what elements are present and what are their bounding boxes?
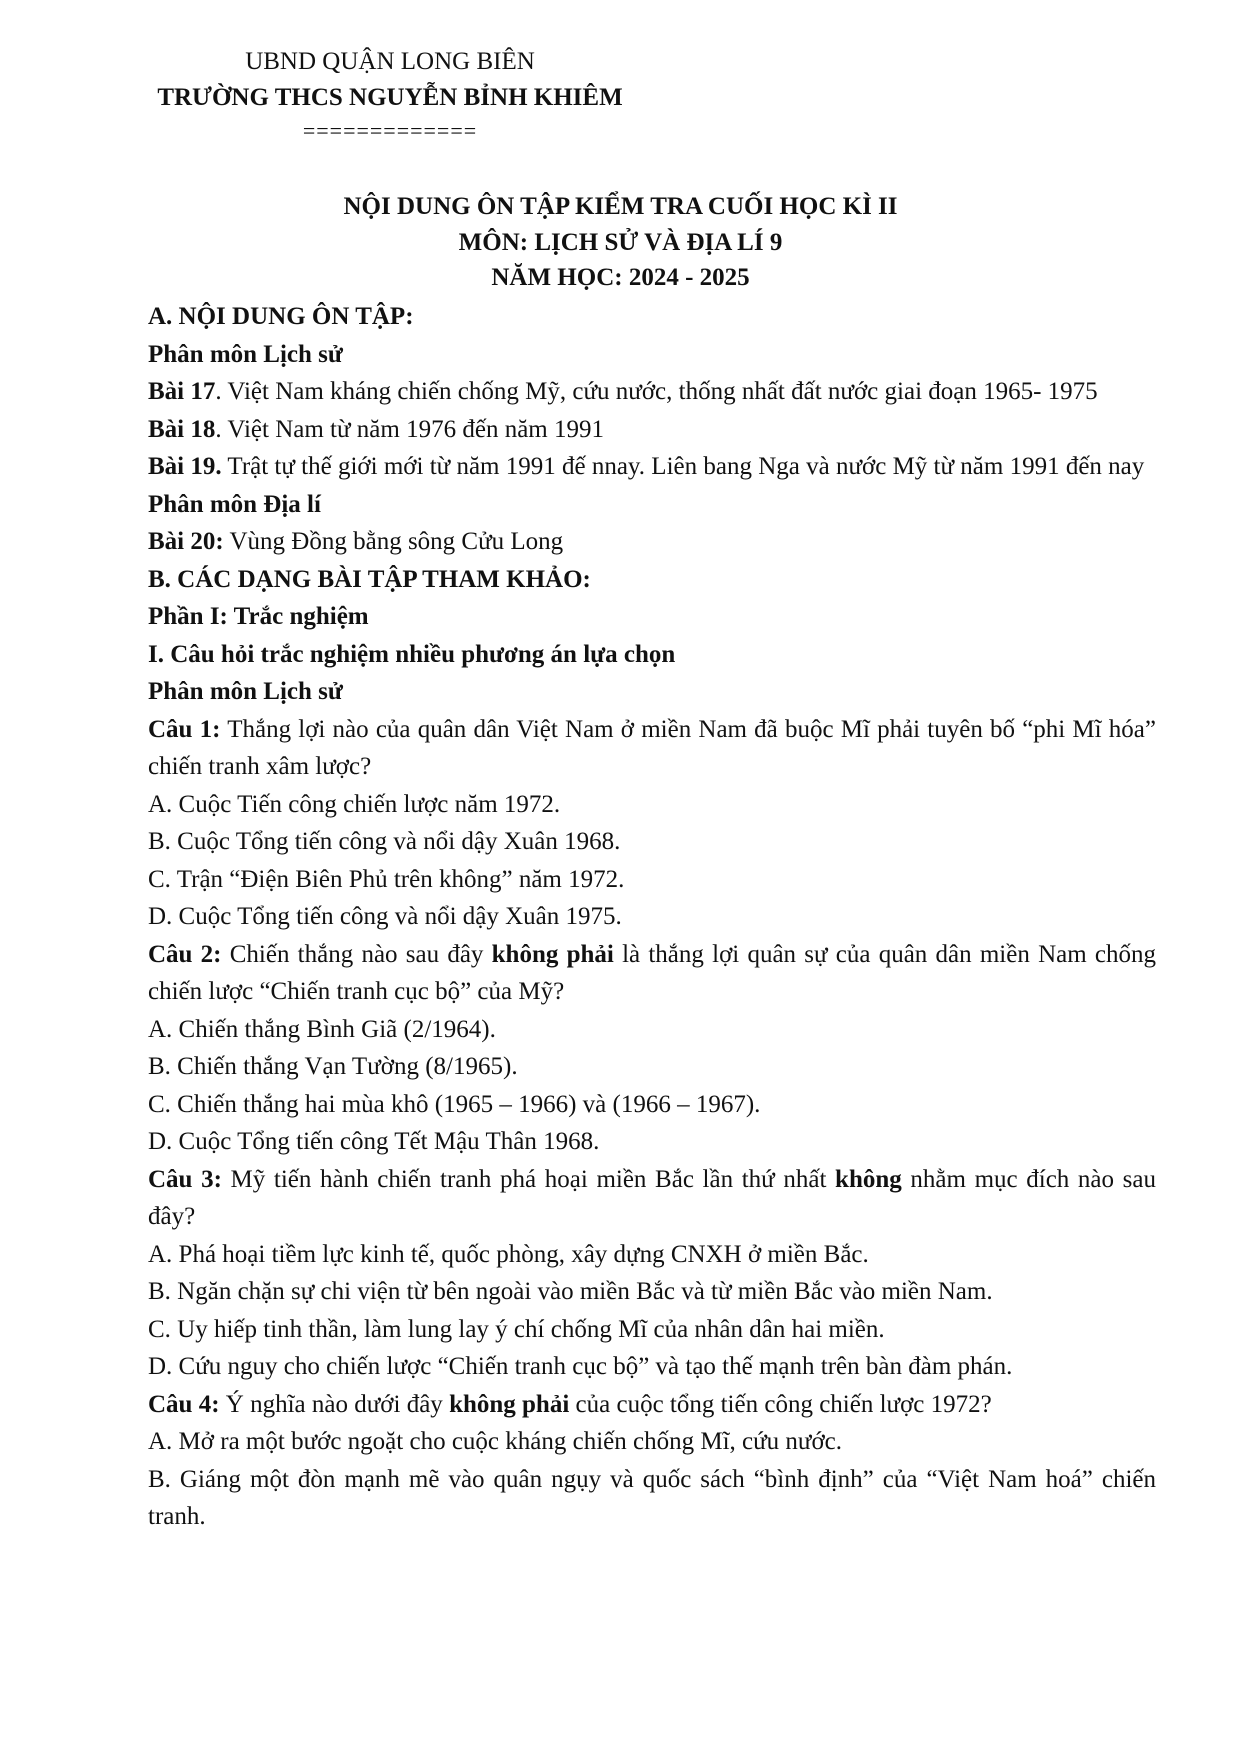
question-emphasis: không phải (449, 1390, 570, 1418)
school-year: NĂM HỌC: 2024 - 2025 (491, 264, 750, 291)
lesson-text: Trật tự thế giới mới từ năm 1991 đế nnay. Liên bang Nga và nước Mỹ từ năm 1991 đến nay (221, 453, 1145, 480)
answer-option: D. Cuộc Tổng tiến công Tết Mậu Thân 1968. (148, 1128, 600, 1155)
lesson-label: Bài 20: (148, 528, 224, 555)
question-text: Mỹ tiến hành chiến tranh phá hoại miền Bắc lần thứ nhất (221, 1165, 836, 1193)
document-body (148, 298, 1156, 1536)
question-text: Thắng lợi nào của quân dân Việt Nam ở miền Nam đã buộc Mĩ phải tuyên bố “phi Mĩ hóa” chiến tranh xâm lược? (148, 715, 1156, 780)
question-3 (148, 1161, 1156, 1236)
lesson-text: . Việt Nam kháng chiến chống Mỹ, cứu nước, thống nhất đất nước giai đoạn 1965- 1975 (215, 378, 1098, 405)
geography-heading: Phân môn Địa lí (148, 490, 321, 518)
lesson-label: Bài 18 (148, 415, 216, 443)
question-text: nhằm mục đích nào sau đây? (148, 1165, 1156, 1230)
answer-option: B. Chiến thắng Vạn Tường (8/1965). (148, 1053, 518, 1080)
question-label: Câu 2: (148, 940, 222, 968)
question-emphasis: không (835, 1165, 902, 1193)
question-text: của cuộc tổng tiến công chiến lược 1972? (569, 1390, 992, 1418)
answer-option: C. Chiến thắng hai mùa khô (1965 – 1966) và (1966 – 1967). (148, 1090, 761, 1118)
answer-option: A. Phá hoại tiềm lực kinh tế, quốc phòng, xây dựng CNXH ở miền Bắc. (148, 1240, 869, 1268)
question-2 (148, 936, 1156, 1011)
answer-option: C. Uy hiếp tinh thần, làm lung lay ý chí chống Mĩ của nhân dân hai miền. (148, 1315, 885, 1343)
question-label: Câu 1: (148, 715, 221, 743)
section-a-heading: A. NỘI DUNG ÔN TẬP: (148, 303, 414, 330)
answer-option: A. Mở ra một bước ngoặt cho cuộc kháng chiến chống Mĩ, cứu nước. (148, 1428, 843, 1455)
history-heading: Phân môn Lịch sử (148, 678, 343, 705)
school-name: TRƯỜNG THCS NGUYỄN BỈNH KHIÊM (157, 84, 623, 111)
answer-option: B. Cuộc Tổng tiến công và nổi dậy Xuân 1968. (148, 828, 621, 855)
question-text: Chiến thắng nào sau đây (221, 940, 492, 968)
question-label: Câu 3: (148, 1165, 222, 1193)
question-4 (148, 1386, 1156, 1424)
subject-title: MÔN: LỊCH SỬ VÀ ĐỊA LÍ 9 (458, 229, 783, 256)
lesson-text: . Việt Nam từ năm 1976 đến năm 1991 (215, 415, 604, 443)
question-text: là thắng lợi quân sự của quân dân miền Nam chống chiến lược “Chiến tranh cục bộ” của Mỹ? (148, 940, 1156, 1005)
lesson-18 (148, 411, 1156, 449)
history-heading: Phân môn Lịch sử (148, 340, 343, 368)
lesson-label: Bài 19. (148, 453, 222, 480)
question-text: Ý nghĩa nào dưới đây (219, 1390, 450, 1418)
section-b-heading: B. CÁC DẠNG BÀI TẬP THAM KHẢO: (148, 565, 591, 593)
question-1 (148, 711, 1156, 786)
district-name: UBND QUẬN LONG BIÊN (245, 48, 535, 75)
multiple-choice-heading: I. Câu hỏi trắc nghiệm nhiều phương án lựa chọn (148, 640, 676, 668)
question-emphasis: không phải (491, 940, 614, 968)
part-1-heading: Phần I: Trắc nghiệm (148, 603, 369, 630)
answer-option: A. Cuộc Tiến công chiến lược năm 1972. (148, 790, 561, 818)
lesson-label: Bài 17 (148, 378, 216, 405)
answer-option: C. Trận “Điện Biên Phủ trên không” năm 1972. (148, 865, 625, 893)
answer-option: D. Cuộc Tổng tiến công và nổi dậy Xuân 1975. (148, 903, 622, 930)
document-title: NỘI DUNG ÔN TẬP KIỂM TRA CUỐI HỌC KÌ II (343, 193, 898, 220)
lesson-text: Vùng Đồng bằng sông Cửu Long (223, 528, 564, 555)
question-label: Câu 4: (148, 1390, 220, 1418)
answer-option: B. Giáng một đòn mạnh mẽ vào quân ngụy và quốc sách “bình định” của “Việt Nam hoá” chiến tranh. (148, 1465, 1156, 1530)
answer-option: B. Ngăn chặn sự chi viện từ bên ngoài vào miền Bắc và từ miền Bắc vào miền Nam. (148, 1278, 993, 1305)
header-separator: ============= (302, 118, 478, 143)
lesson-17 (148, 373, 1156, 411)
answer-option: D. Cứu nguy cho chiến lược “Chiến tranh cục bộ” và tạo thế mạnh trên bàn đàm phán. (148, 1353, 1013, 1380)
lesson-20 (148, 523, 1156, 561)
lesson-19 (148, 448, 1156, 486)
answer-option: A. Chiến thắng Bình Giã (2/1964). (148, 1015, 496, 1043)
